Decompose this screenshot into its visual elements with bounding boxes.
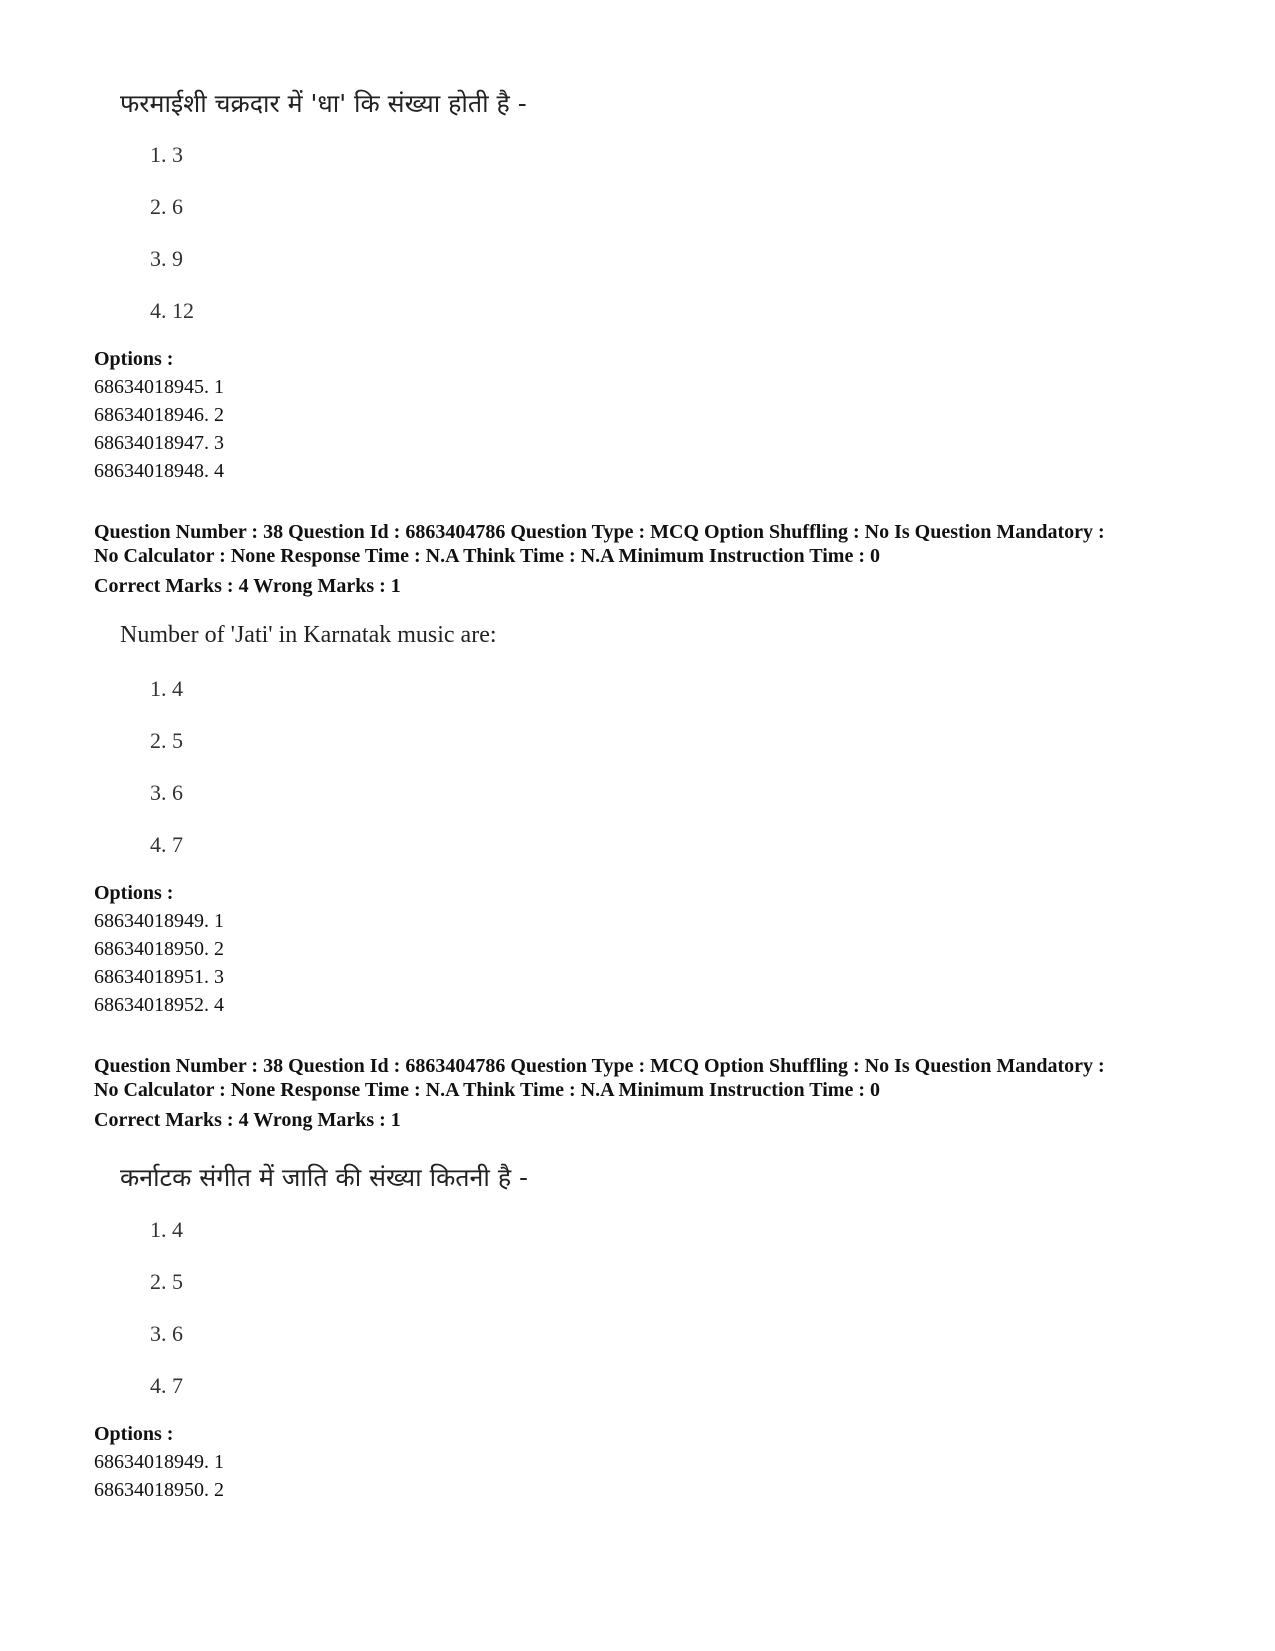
choice-3: 3. 6 xyxy=(150,1321,183,1346)
question-meta-line-1: Question Number : 38 Question Id : 6863404786 Question Type : MCQ Option Shuffling : No Is Question Mandatory : xyxy=(94,521,1105,543)
question-meta-line-2: No Calculator : None Response Time : N.A Think Time : N.A Minimum Instruction Time : 0 xyxy=(94,545,880,567)
options-label: Options : xyxy=(94,882,174,904)
choice-3: 3. 6 xyxy=(150,780,183,805)
question-marks: Correct Marks : 4 Wrong Marks : 1 xyxy=(94,1109,401,1131)
choice-1: 1. 4 xyxy=(150,676,183,701)
option-id-3: 68634018951. 3 xyxy=(94,966,224,988)
option-id-1: 68634018949. 1 xyxy=(94,910,224,932)
option-id-1: 68634018949. 1 xyxy=(94,1451,224,1473)
question-meta-line-1: Question Number : 38 Question Id : 6863404786 Question Type : MCQ Option Shuffling : No Is Question Mandatory : xyxy=(94,1055,1105,1077)
choice-2: 2. 6 xyxy=(150,194,183,219)
choice-2: 2. 5 xyxy=(150,728,183,753)
choice-1: 1. 3 xyxy=(150,142,183,167)
choice-3: 3. 9 xyxy=(150,246,183,271)
option-id-3: 68634018947. 3 xyxy=(94,432,224,454)
question-meta-line-2: No Calculator : None Response Time : N.A Think Time : N.A Minimum Instruction Time : 0 xyxy=(94,1079,880,1101)
question-text: कर्नाटक संगीत में जाति की संख्या कितनी है - xyxy=(120,1163,529,1192)
choice-4: 4. 12 xyxy=(150,298,194,323)
choice-2: 2. 5 xyxy=(150,1269,183,1294)
choice-4: 4. 7 xyxy=(150,832,183,857)
option-id-4: 68634018952. 4 xyxy=(94,994,224,1016)
option-id-2: 68634018950. 2 xyxy=(94,938,224,960)
question-text: Number of 'Jati' in Karnatak music are: xyxy=(120,622,497,648)
question-text: फरमाईशी चक्रदार में 'धा' कि संख्या होती है - xyxy=(120,89,527,118)
option-id-2: 68634018946. 2 xyxy=(94,404,224,426)
options-label: Options : xyxy=(94,348,174,370)
option-id-2: 68634018950. 2 xyxy=(94,1479,224,1501)
choice-1: 1. 4 xyxy=(150,1217,183,1242)
option-id-1: 68634018945. 1 xyxy=(94,376,224,398)
choice-4: 4. 7 xyxy=(150,1373,183,1398)
options-label: Options : xyxy=(94,1423,174,1445)
option-id-4: 68634018948. 4 xyxy=(94,460,224,482)
question-marks: Correct Marks : 4 Wrong Marks : 1 xyxy=(94,575,401,597)
